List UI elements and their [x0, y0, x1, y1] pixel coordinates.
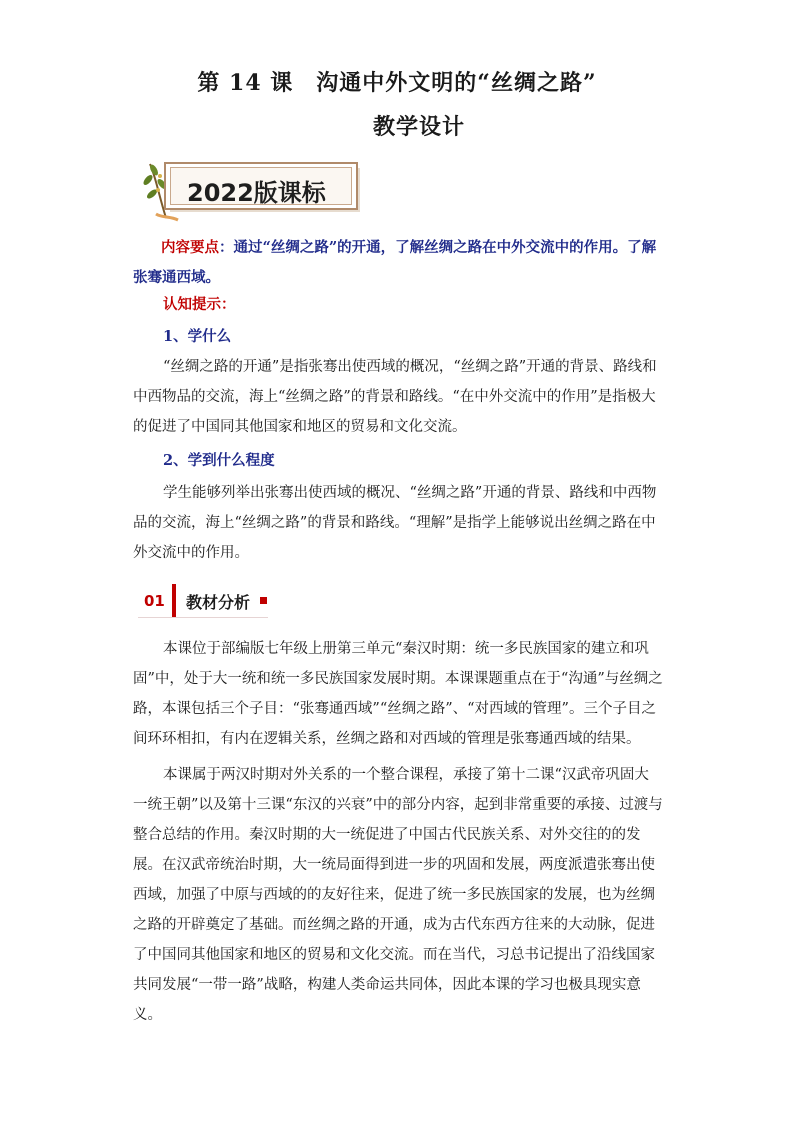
hint-label: 认知提示： — [163, 296, 236, 313]
learn-what-heading — [133, 322, 693, 352]
content-points — [133, 233, 663, 293]
section-number: 01 — [144, 592, 165, 610]
hint-heading — [133, 290, 693, 320]
badge-inner-frame — [170, 167, 352, 205]
analysis-paragraph-2: 本课属于两汉时期对外关系的一个整合课程，承接了第十二课“汉武帝巩固大一统王朝”以及第十三课“东汉的兴衰”中的部分内容，起到非常重要的承接、过渡与整合总结的作用。秦汉时期的大一统促进了中国古代民族关系、对外交往的的发展。在汉武帝统治时期，大一统局面得到进一步的巩固和发展，两度派遣张骞出使西域，加强了中原与西域的的友好往来，促进了统一多民族国家的发展，也为丝绸之路的开辟奠定了基础。而丝绸之路的开通，成为古代东西方往来的大动脉，促进了中国同其他国家和地区的贸易和文化交流。而在当代，习总书记提出了沿线国家共同发展“一带一路”战略，构建人类命运共同体，因此本课的学习也极具现实意义。 — [133, 767, 663, 1023]
content-points-label: 内容要点 — [161, 239, 219, 256]
page-subtitle: 教学设计 — [372, 114, 465, 140]
learn-what-heading-text: 1、学什么 — [163, 328, 232, 345]
learn-degree-heading-text: 2、学到什么程度 — [163, 452, 275, 469]
section-label: 教材分析 — [186, 593, 251, 612]
learn-what-text: “丝绸之路的开通”是指张骞出使西域的概况，“丝绸之路”开通的背景、路线和中西物品的交流，海上“丝绸之路”的背景和路线。“在中外交流中的作用”是指极大的促进了中国同其他国家和地区的贸易和文化交流。 — [133, 359, 657, 435]
learn-degree-heading — [133, 446, 693, 476]
content-points-text: 通过“丝绸之路”的开通，了解丝绸之路在中外交流中的作用。了解张骞通西域。 — [133, 239, 657, 286]
page-title: 第 14 课 沟通中外文明的“丝绸之路” — [197, 70, 597, 96]
content-points-separator: ： — [219, 239, 234, 256]
section-square-icon — [260, 597, 267, 604]
analysis-paragraph-1: 本课位于部编版七年级上册第三单元“秦汉时期：统一多民族国家的建立和巩固”中，处于大一统和统一多民族国家发展时期。本课课题重点在于“沟通”与丝绸之路，本课包括三个子目：“张骞通西域”“丝绸之路”、“对西域的管理”。三个子目之间环环相扣，有内在逻辑关系，丝绸之路和对西域的管理是张骞通西域的结果。 — [133, 641, 663, 747]
section-underline — [138, 617, 268, 618]
learn-degree-text: 学生能够列举出张骞出使西域的概况、“丝绸之路”开通的背景、路线和中西物品的交流，海上“丝绸之路”的背景和路线。“理解”是指学上能够说出丝绸之路在中外交流中的作用。 — [133, 485, 657, 561]
section-header-textbook-analysis — [138, 584, 278, 618]
badge-frame — [164, 162, 358, 210]
section-bar — [172, 584, 176, 618]
badge-text: 2022版课标 — [187, 179, 326, 207]
standard-badge — [140, 158, 360, 222]
